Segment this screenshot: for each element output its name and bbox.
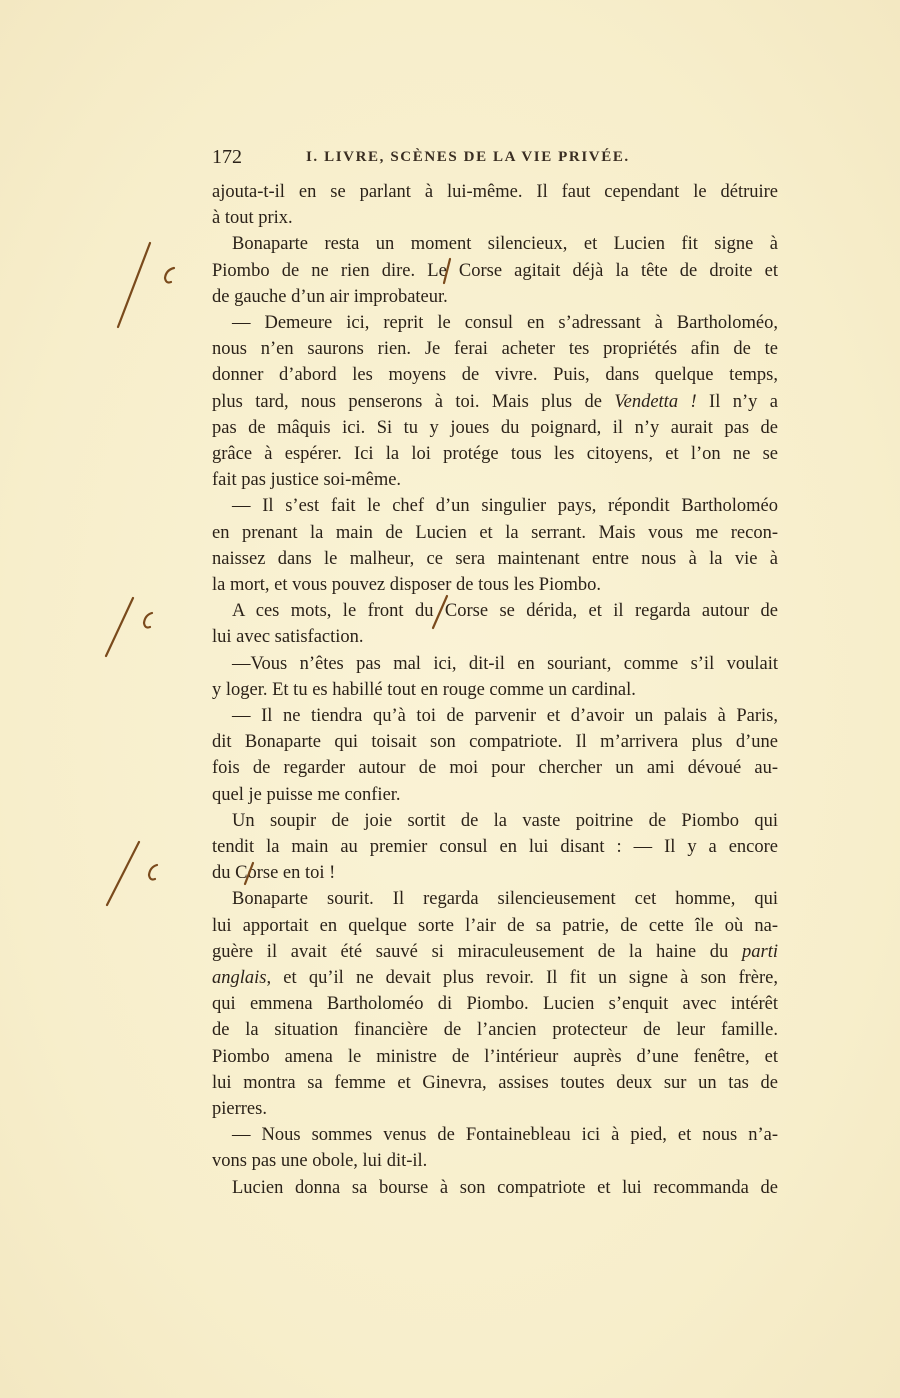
- text-segment: — Nous sommes venus de Fontainebleau ici à pied, et nous n’a-: [232, 1125, 778, 1146]
- text-segment: en prenant la main de Lucien et la serrant. Mais vous me recon-: [212, 522, 778, 543]
- text-segment: du Corse en toi !: [212, 863, 336, 884]
- text-segment: fois de regarder autour de moi pour chercher un ami dévoué au-: [212, 758, 778, 779]
- text-segment: fait pas justice soi-même.: [212, 470, 402, 491]
- marginal-correction-mark: [107, 842, 157, 905]
- text-segment: de la situation financière de l’ancien protecteur de leur famille.: [212, 1020, 778, 1041]
- page-number: 172: [212, 146, 242, 168]
- text-segment: quel je puisse me confier.: [212, 784, 401, 805]
- italic-text: parti: [742, 941, 778, 962]
- text-segment: — Il ne tiendra qu’à toi de parvenir et d’avoir un palais à Paris,: [232, 706, 778, 726]
- text-segment: Il n’y a: [696, 391, 778, 412]
- text-segment: — Il s’est fait le chef d’un singulier pays, répondit Bartholoméo: [232, 496, 778, 517]
- text-segment: Un soupir de joie sortit de la vaste poitrine de Piombo qui: [232, 810, 778, 831]
- marginal-correction-mark: [118, 243, 174, 327]
- text-segment: lui montra sa femme et Ginevra, assises toutes deux sur un tas de: [212, 1072, 778, 1093]
- italic-text: Vendetta !: [614, 391, 697, 412]
- text-segment: —Vous n’êtes pas mal ici, dit-il en souriant, comme s’il voulait: [232, 653, 778, 674]
- italic-text: anglais: [212, 968, 267, 988]
- text-segment: pierres.: [212, 1099, 267, 1119]
- text-segment: lui avec satisfaction.: [212, 627, 364, 648]
- text-segment: — Demeure ici, reprit le consul en s’adressant à Bartholoméo,: [232, 313, 778, 333]
- text-segment: la mort, et vous pouvez disposer de tous les Piombo.: [212, 575, 601, 595]
- text-segment: nous n’en saurons rien. Je ferai acheter tes propriétés afin de te: [212, 339, 778, 360]
- text-segment: grâce à espérer. Ici la loi protége tous les citoyens, et l’on ne se: [212, 444, 778, 464]
- text-segment: lui apportait en quelque sorte l’air de sa patrie, de cette île où na-: [212, 915, 778, 936]
- text-segment: naissez dans le malheur, ce sera maintenant entre nous à la vie à: [212, 548, 778, 569]
- strike-through-mark: [444, 259, 450, 283]
- text-segment: y loger. Et tu es habillé tout en rouge comme un cardinal.: [212, 679, 636, 700]
- text-segment: ajouta-t-il en se parlant à lui-même. Il faut cependant le détruire: [212, 182, 778, 202]
- text-segment: tendit la main au premier consul en lui disant : — Il y a encore: [212, 837, 778, 857]
- text-segment: Lucien donna sa bourse à son compatriote et lui recommanda de: [232, 1177, 778, 1198]
- text-segment: dit Bonaparte qui toisait son compatriote. Il m’arrivera plus d’une: [212, 732, 778, 753]
- text-segment: Piombo amena le ministre de l’intérieur auprès d’une fenêtre, et: [212, 1046, 778, 1067]
- text-segment: donner d’abord les moyens de vivre. Puis, dans quelque temps,: [212, 365, 778, 386]
- text-segment: , et qu’il ne devait plus revoir. Il fit un signe à son frère,: [266, 968, 778, 988]
- text-segment: pas de mâquis ici. Si tu y joues du poignard, il n’y aurait pas de: [212, 417, 778, 438]
- text-segment: Bonaparte sourit. Il regarda silencieusement cet homme, qui: [232, 889, 778, 910]
- text-segment: qui emmena Bartholoméo di Piombo. Lucien s’enquit avec intérêt: [212, 994, 778, 1015]
- strike-through-mark: [245, 863, 253, 884]
- text-segment: Bonaparte resta un moment silencieux, et Lucien fit signe à: [232, 234, 778, 255]
- text-segment: de gauche d’un air improbateur.: [212, 286, 448, 307]
- text-segment: plus tard, nous penserons à toi. Mais plus de: [212, 391, 615, 412]
- text-segment: guère il avait été sauvé si miraculeusement de la haine du: [212, 941, 743, 962]
- text-segment: à tout prix.: [212, 208, 293, 229]
- marginal-correction-mark: [106, 598, 152, 656]
- running-title: I. LIVRE, SCÈNES DE LA VIE PRIVÉE.: [306, 149, 630, 165]
- text-segment: Piombo de ne rien dire. Le Corse agitait déjà la tête de droite et: [212, 260, 778, 281]
- text-segment: A ces mots, le front du Corse se dérida, et il regarda autour de: [232, 601, 778, 622]
- text-segment: vons pas une obole, lui dit-il.: [212, 1151, 428, 1172]
- strike-through-mark: [433, 596, 447, 628]
